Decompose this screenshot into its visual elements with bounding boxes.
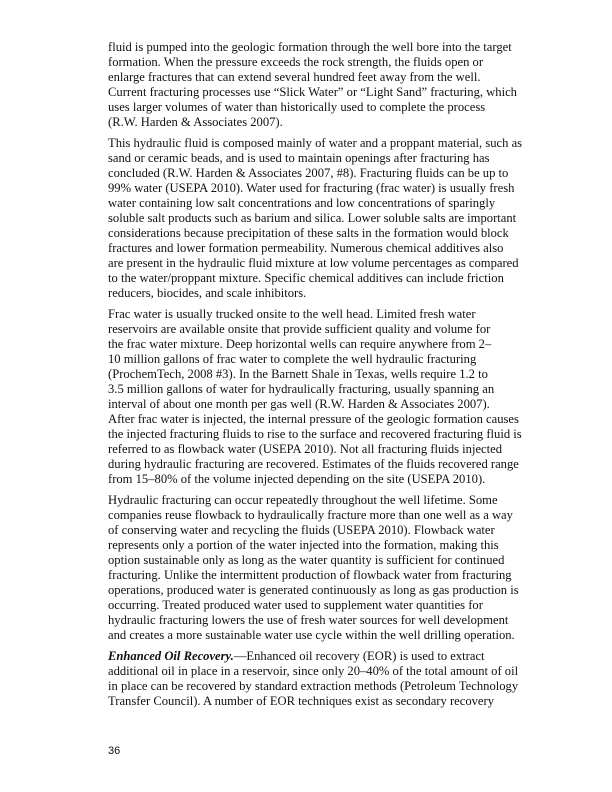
text-line: (ProchemTech, 2008 #3). In the Barnett Shale in Texas, wells require 1.2 to (108, 367, 488, 381)
text-line: of conserving water and recycling the fluids (USEPA 2010). Flowback water (108, 523, 495, 537)
text-line: companies reuse flowback to hydraulically fracture more than one well as a way (108, 508, 513, 522)
text-line: 99% water (USEPA 2010). Water used for fracturing (frac water) is usually fresh (108, 181, 515, 195)
text-line: This hydraulic fluid is composed mainly of water and a proppant material, such as (108, 136, 523, 150)
text-line: water containing low salt concentrations and low concentrations of sparingly (108, 196, 496, 210)
text-line: formation. When the pressure exceeds the rock strength, the fluids open or (108, 55, 484, 69)
text-line: (R.W. Harden & Associates 2007). (108, 115, 283, 129)
paragraph (108, 649, 519, 709)
paragraph (108, 493, 519, 643)
text-line: from 15–80% of the volume injected depending on the site (USEPA 2010). (108, 472, 486, 486)
text-line: reducers, biocides, and scale inhibitors. (108, 286, 307, 300)
text-line: 10 million gallons of frac water to complete the well hydraulic fracturing (108, 352, 477, 366)
text-line: fracturing. Unlike the intermittent production of flowback water from fracturing (108, 568, 512, 582)
text-line: soluble salt products such as barium and silica. Lower soluble salts are important (108, 211, 517, 225)
text-line: the frac water mixture. Deep horizontal wells can require anywhere from 2– (108, 337, 492, 351)
text-line: considerations because precipitation of these salts in the formation would block (108, 226, 509, 240)
document-body (108, 40, 523, 715)
text-line: referred to as flowback water (USEPA 2010). Not all fracturing fluids injected (108, 442, 503, 456)
text-line: and creates a more sustainable water use cycle within the well drilling operation. (108, 628, 515, 642)
text-line: uses larger volumes of water than historically used to complete the process (108, 100, 486, 114)
text-line: Transfer Council). A number of EOR techniques exist as secondary recovery (108, 694, 494, 708)
text-line: After frac water is injected, the internal pressure of the geologic formation causes (108, 412, 519, 426)
page-number: 36 (108, 745, 121, 757)
paragraph (108, 136, 523, 301)
text-line: enlarge fractures that can extend several hundred feet away from the well. (108, 70, 481, 84)
paragraph (108, 307, 522, 487)
text-line: Hydraulic fracturing can occur repeatedly throughout the well lifetime. Some (108, 493, 498, 507)
text-line: additional oil in place in a reservoir, since only 20–40% of the total amount of oil (108, 664, 519, 678)
text-line: occurring. Treated produced water used to supplement water quantities for (108, 598, 483, 612)
text-line: sand or ceramic beads, and is used to maintain openings after fracturing has (108, 151, 490, 165)
text-line: the injected fracturing fluids to rise to the surface and recovered fracturing fluid is (108, 427, 522, 441)
text-line (108, 649, 508, 664)
text-line: interval of about one month per gas well (R.W. Harden & Associates 2007). (108, 397, 490, 411)
text-line: option sustainable only as long as the water quantity is sufficient for continued (108, 553, 505, 567)
text-line: Frac water is usually trucked onsite to the well head. Limited fresh water (108, 307, 476, 321)
text-line: reservoirs are available onsite that provide sufficient quality and volume for (108, 322, 491, 336)
text-line: to the water/proppant mixture. Specific chemical additives can include friction (108, 271, 504, 285)
text-line: concluded (R.W. Harden & Associates 2007, #8). Fracturing fluids can be up to (108, 166, 509, 180)
text-line: hydraulic fracturing lowers the use of fresh water sources for well development (108, 613, 509, 627)
text-line: 3.5 million gallons of water for hydraulically fracturing, usually spanning an (108, 382, 495, 396)
text-line: in place can be recovered by standard extraction methods (Petroleum Technology (108, 679, 519, 693)
text-line: operations, produced water is generated continuously as long as gas production is (108, 583, 519, 597)
text-line: are present in the hydraulic fluid mixture at low volume percentages as compared (108, 256, 519, 270)
text-line: fluid is pumped into the geologic formation through the well bore into the target (108, 40, 512, 54)
text-line: represents only a portion of the water injected into the formation, making this (108, 538, 499, 552)
section-run-in-heading: Enhanced Oil Recovery. (108, 649, 234, 663)
text-line: during hydraulic fracturing are recovered. Estimates of the fluids recovered range (108, 457, 519, 471)
text-run: —Enhanced oil recovery (EOR) is used to extract (233, 649, 485, 663)
text-line: Current fracturing processes use “Slick Water” or “Light Sand” fracturing, which (108, 85, 517, 99)
paragraph (108, 40, 517, 130)
text-line: fractures and lower formation permeability. Numerous chemical additives also (108, 241, 504, 255)
